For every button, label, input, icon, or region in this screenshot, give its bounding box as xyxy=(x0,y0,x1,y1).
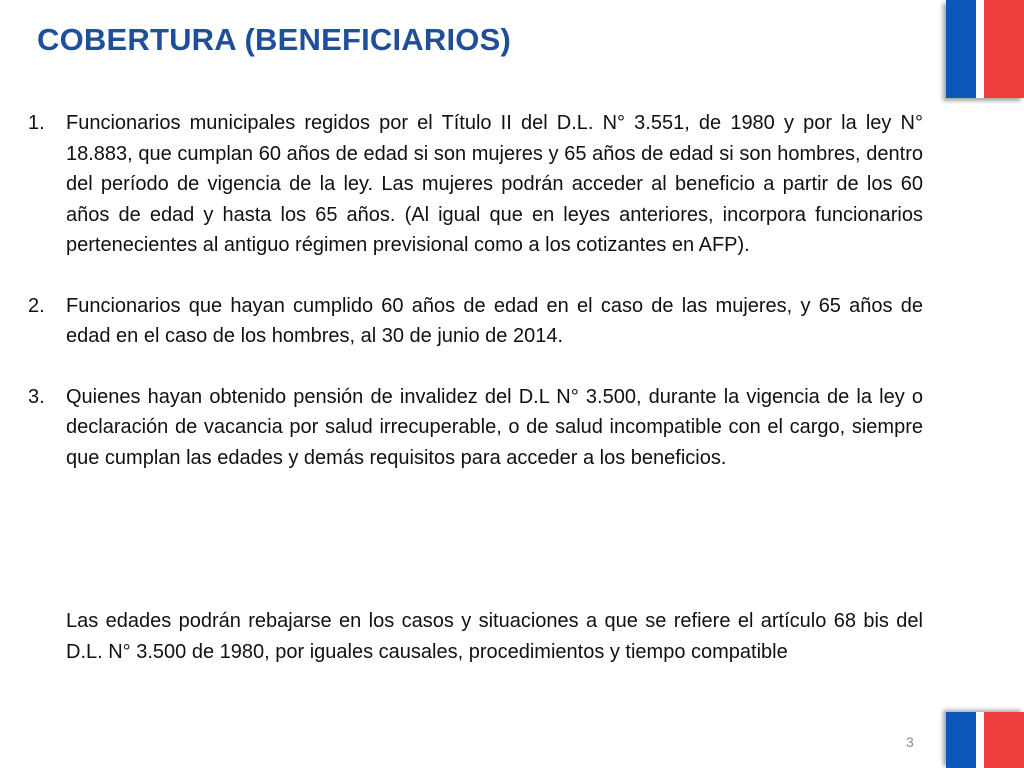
list-item xyxy=(28,108,923,261)
flag-red-stripe xyxy=(984,712,1024,768)
flag-blue-stripe xyxy=(946,0,984,98)
age-reduction-note: Las edades podrán rebajarse en los casos y situaciones a que se refiere el artículo 68 bis del D.L. N° 3.500 de 1980, por iguales causales, procedimientos y tiempo compatible xyxy=(66,610,923,663)
item-number: 3. xyxy=(28,385,45,408)
beneficiaries-list xyxy=(28,108,923,503)
item-text: Funcionarios que hayan cumplido 60 años de edad en el caso de las mujeres, y 65 años de edad en el caso de los hombres, al 30 de junio de 2014. xyxy=(66,294,923,347)
item-number: 1. xyxy=(28,112,45,134)
item-text: Quienes hayan obtenido pensión de invalidez del D.L N° 3.500, durante la vigencia de la ley o declaración de vacancia por salud irrecuperable, o de salud incompatible con el cargo, siempre que cumplan las edades y demás requisitos para acceder a los beneficios. xyxy=(66,385,923,469)
item-text: Funcionarios municipales regidos por el Título II del D.L. N° 3.551, de 1980 y por la ley N° 18.883, que cumplan 60 años de edad si son mujeres y 65 años de edad si son hombres, dentro del período de vigencia de la ley. Las mujeres podrán acceder al beneficio a partir de los 60 años de edad y hasta los 65 años. (Al igual que en leyes anteriores, incorpora funcionarios pertenecientes al antiguo régimen previsional como a los cotizantes en AFP). xyxy=(66,112,923,256)
flag-decoration-top xyxy=(946,0,1024,98)
flag-decoration-bottom xyxy=(946,712,1024,768)
item-number: 2. xyxy=(28,294,45,317)
page-number: 3 xyxy=(906,734,914,750)
list-item xyxy=(28,382,923,474)
slide-title: COBERTURA (BENEFICIARIOS) xyxy=(37,22,512,57)
list-item xyxy=(28,291,923,352)
flag-blue-stripe xyxy=(946,712,984,768)
flag-red-stripe xyxy=(984,0,1024,98)
